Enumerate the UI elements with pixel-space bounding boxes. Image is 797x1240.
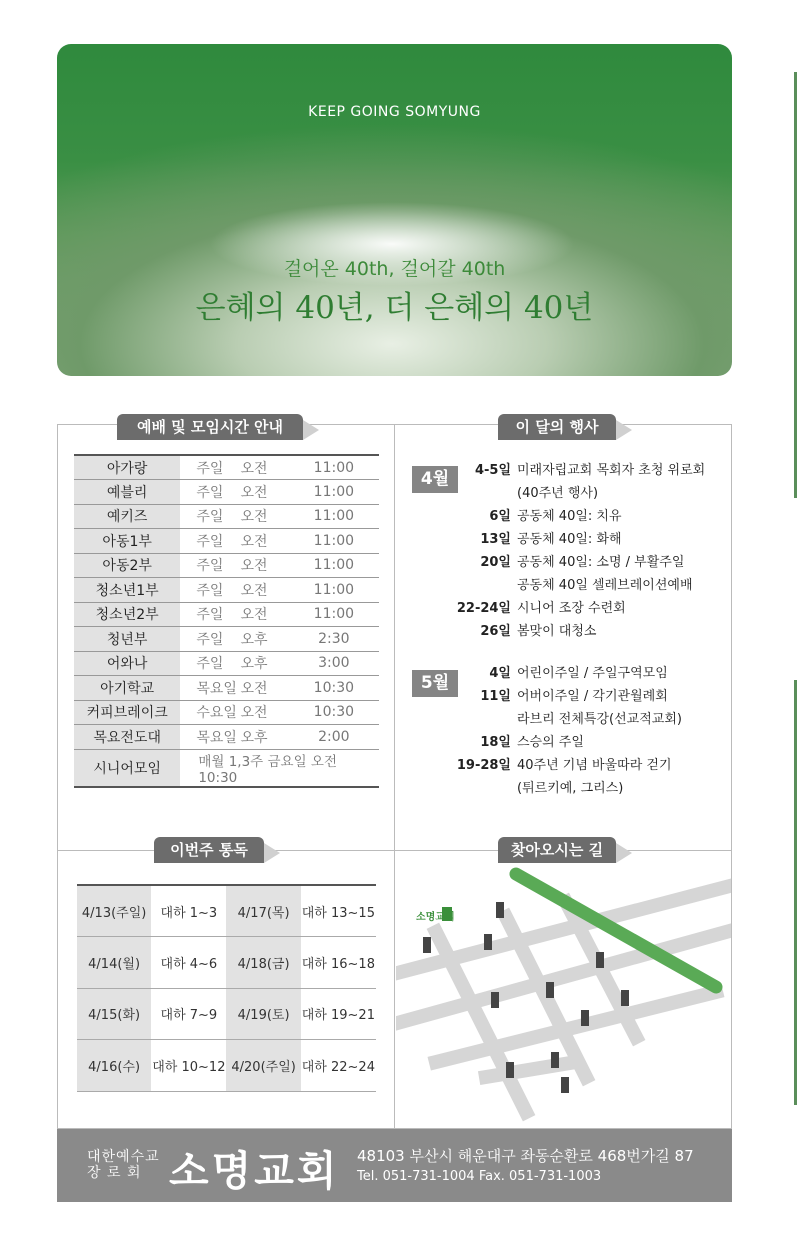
worship-row [74,700,379,725]
worship-cell: 오전 [241,504,289,529]
worship-cell: 오후 [241,651,289,676]
event-item [455,505,735,528]
map-building [496,902,504,918]
worship-row [74,553,379,578]
reading-date: 4/16(수) [77,1040,151,1092]
worship-row-senior [74,749,379,787]
worship-row [74,504,379,529]
worship-cell: 주일 [180,504,240,529]
church-phone: Tel. 051-731-1004 Fax. 051-731-1003 [357,1169,602,1184]
worship-cell: 11:00 [289,529,379,554]
reading-chapters: 대하 19~21 [301,988,376,1040]
event-date [455,574,517,597]
may-events [455,662,735,800]
worship-cell: 2:00 [289,725,379,750]
event-date [455,482,517,505]
worship-cell: 청년부 [74,627,180,652]
reading-date: 4/19(토) [226,988,300,1040]
worship-cell: 어와나 [74,651,180,676]
event-title: 40주년 기념 바울따라 걷기 [517,758,672,773]
church-map-label: 소명교회 [416,912,455,923]
worship-cell: 주일 [180,553,240,578]
worship-cell: 오후 [241,725,289,750]
event-date: 13일 [480,532,511,547]
event-title: 어린이주일 / 주일구역모임 [517,666,668,681]
denomination-line-1: 대한예수교 [87,1149,160,1165]
worship-cell: 오후 [241,627,289,652]
event-date: 20일 [480,555,511,570]
worship-cell: 청소년2부 [74,602,180,627]
worship-cell: 목요전도대 [74,725,180,750]
worship-cell: 11:00 [289,504,379,529]
event-item [455,459,735,482]
worship-cell: 2:30 [289,627,379,652]
event-title: 어버이주일 / 각기관월례회 [517,689,668,704]
event-date: 18일 [480,735,511,750]
event-item [455,777,735,800]
april-label: 4월 [412,466,458,493]
worship-cell: 11:00 [289,578,379,603]
event-title: 공동체 40일: 소명 / 부활주일 [517,555,685,570]
map-building [561,1077,569,1093]
event-item [455,754,735,777]
event-item [455,551,735,574]
reading-row [77,937,376,989]
church-address: 48103 부산시 해운대구 좌동순환로 468번가길 87 [357,1147,694,1165]
worship-cell: 청소년1부 [74,578,180,603]
event-date: 22-24일 [456,601,511,616]
event-item [455,731,735,754]
map-building [484,934,492,950]
map-building [551,1052,559,1068]
worship-cell: 주일 [180,480,240,505]
event-title: 공동체 40일 셀레브레이션예배 [517,578,693,593]
reading-chapters: 대하 10~12 [151,1040,226,1092]
event-title: (튀르키예, 그리스) [517,781,624,796]
worship-cell: 목요일 [180,725,240,750]
worship-row [74,651,379,676]
footer [57,1129,732,1202]
event-date: 26일 [480,624,511,639]
reading-chapters: 대하 1~3 [151,885,226,937]
event-item [455,620,735,643]
event-item [455,574,735,597]
worship-cell: 아동1부 [74,529,180,554]
april-events [455,459,735,643]
banner-tagline: KEEP GOING SOMYUNG [308,104,481,120]
worship-cell: 오전 [241,602,289,627]
reading-chapters: 대하 16~18 [301,937,376,989]
event-item [455,528,735,551]
event-title: 미래자립교회 목회자 초청 위로회 [517,463,706,478]
reading-date: 4/14(월) [77,937,151,989]
worship-row [74,627,379,652]
worship-cell: 매월 1,3주 금요일 오전 10:30 [180,749,379,787]
reading-table [77,884,376,1092]
worship-cell: 오전 [241,553,289,578]
map-building [546,982,554,998]
worship-cell: 아기학교 [74,676,180,701]
map-building [596,952,604,968]
worship-cell: 주일 [180,627,240,652]
event-title: (40주년 행사) [517,486,599,501]
banner-title: 은혜의 40년, 더 은혜의 40년 [195,290,594,326]
worship-cell: 10:30 [289,676,379,701]
map-building [506,1062,514,1078]
reading-chapters: 대하 7~9 [151,988,226,1040]
worship-cell: 주일 [180,651,240,676]
worship-tag: 예배 및 모임시간 안내 [117,414,303,440]
worship-cell: 오전 [241,578,289,603]
map-building [423,937,431,953]
event-date: 4-5일 [474,463,511,478]
event-date: 11일 [480,689,511,704]
event-title: 봄맞이 대청소 [517,624,597,639]
event-title: 공동체 40일: 치유 [517,509,622,524]
reading-tag: 이번주 통독 [154,837,264,863]
worship-cell: 11:00 [289,602,379,627]
may-label: 5월 [412,670,458,697]
worship-cell: 오전 [241,480,289,505]
worship-cell: 예블리 [74,480,180,505]
event-date: 6일 [489,509,511,524]
event-title: 라브리 전체특강(선교적교회) [517,712,682,727]
reading-chapters: 대하 4~6 [151,937,226,989]
event-title: 스승의 주일 [517,735,584,750]
worship-cell: 오전 [241,455,289,480]
event-date [455,777,517,800]
worship-cell: 수요일 [180,700,240,725]
event-item [455,597,735,620]
worship-cell: 주일 [180,529,240,554]
denomination [87,1149,160,1181]
worship-cell: 3:00 [289,651,379,676]
event-item [455,685,735,708]
worship-cell: 커피브레이크 [74,700,180,725]
worship-table [74,454,379,788]
map-building [491,992,499,1008]
reading-date: 4/13(주일) [77,885,151,937]
reading-row [77,1040,376,1092]
reading-chapters: 대하 13~15 [301,885,376,937]
worship-cell: 주일 [180,578,240,603]
worship-cell: 아동2부 [74,553,180,578]
worship-cell: 예키즈 [74,504,180,529]
reading-date: 4/15(화) [77,988,151,1040]
worship-cell: 주일 [180,455,240,480]
worship-row [74,578,379,603]
map-road [436,932,526,1112]
worship-cell: 아가랑 [74,455,180,480]
worship-cell: 오전 [241,529,289,554]
banner-subtitle: 걸어온 40th, 걸어갈 40th [283,258,506,280]
reading-row [77,885,376,937]
directions-tag: 찾아오시는 길 [498,837,616,863]
denomination-line-2: 장 로 회 [87,1165,142,1181]
location-map [396,862,731,1127]
worship-cell: 목요일 [180,676,240,701]
event-date: 19-28일 [456,758,511,773]
worship-row [74,480,379,505]
worship-cell: 11:00 [289,455,379,480]
reading-row [77,988,376,1040]
worship-row [74,455,379,480]
event-item [455,708,735,731]
map-building [621,990,629,1006]
events-tag: 이 달의 행사 [498,414,616,440]
worship-cell: 10:30 [289,700,379,725]
worship-row [74,529,379,554]
worship-cell: 11:00 [289,480,379,505]
event-item [455,662,735,685]
map-building [581,1010,589,1026]
church-name: 소명교회 [169,1147,340,1195]
reading-date: 4/17(목) [226,885,300,937]
worship-cell: 주일 [180,602,240,627]
worship-row [74,676,379,701]
worship-row [74,602,379,627]
worship-cell: 오전 [241,676,289,701]
event-item [455,482,735,505]
event-date: 4일 [489,666,511,681]
event-title: 공동체 40일: 화해 [517,532,622,547]
reading-chapters: 대하 22~24 [301,1040,376,1092]
reading-date: 4/20(주일) [226,1040,300,1092]
vertical-divider [394,424,395,1129]
worship-cell: 시니어모임 [74,749,180,787]
hero-banner [57,44,732,376]
event-title: 시니어 조장 수련회 [517,601,626,616]
reading-date: 4/18(금) [226,937,300,989]
worship-row [74,725,379,750]
worship-cell: 오전 [241,700,289,725]
worship-cell: 11:00 [289,553,379,578]
event-date [455,708,517,731]
